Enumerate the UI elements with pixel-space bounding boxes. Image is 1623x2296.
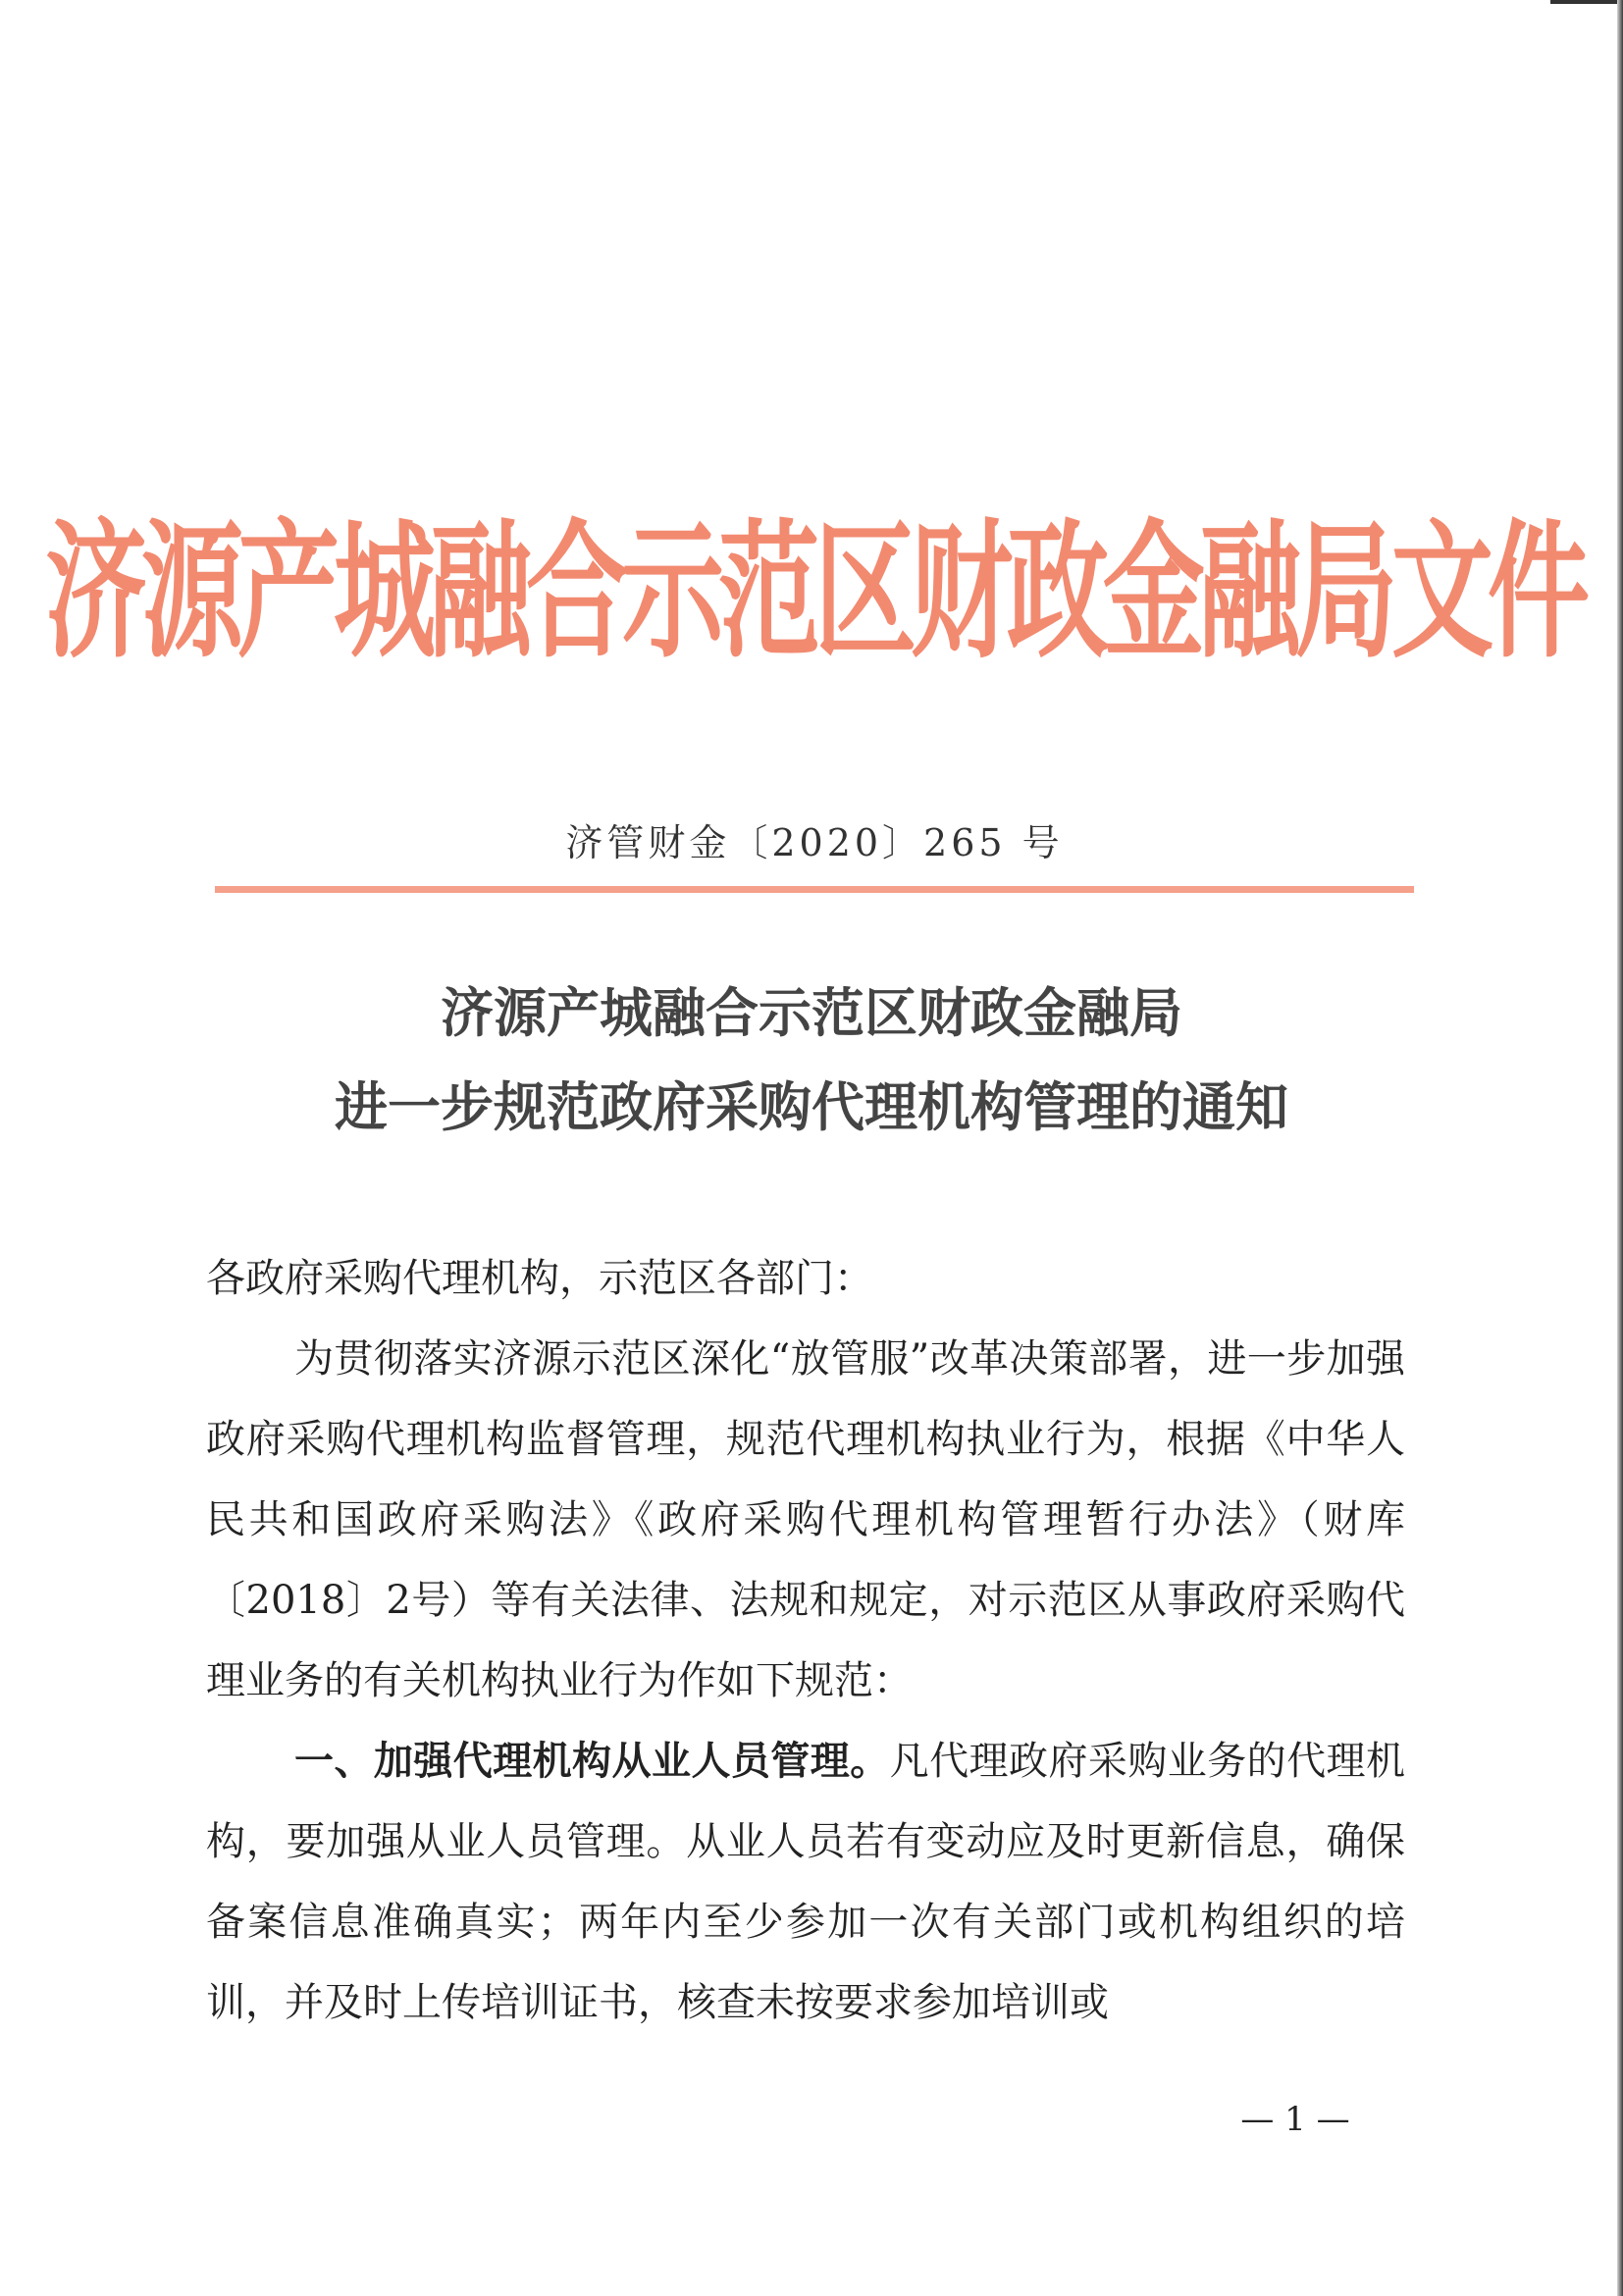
issuer-banner: 济源产城融合示范区财政金融局文件 xyxy=(45,504,1585,679)
paragraph-intro: 为贯彻落实济源示范区深化“放管服”改革决策部署，进一步加强政府采购代理机构监督管理，规范代理机构执业行为，根据《中华人民共和国政府采购法》《政府采购代理机构管理暂行办法》（财库〔2018〕2号）等有关法律、法规和规定，对示范区从事政府采购代理业务的有关机构执业行为作如下规范： xyxy=(206,1336,1405,1703)
scan-edge-top xyxy=(1550,0,1623,4)
paragraph-section-1 xyxy=(206,1721,1405,2043)
red-divider-rule xyxy=(215,886,1414,893)
page-number: — 1 — xyxy=(1240,2100,1350,2139)
document-number: 济管财金〔2020〕265 号 xyxy=(565,820,1064,864)
document-title-line-2: 进一步规范政府采购代理机构管理的通知 xyxy=(335,1075,1288,1138)
salutation: 各政府采购代理机构，示范区各部门： xyxy=(206,1256,873,1301)
document-title-line-1: 济源产城融合示范区财政金融局 xyxy=(441,981,1182,1044)
section-1-text: 凡代理政府采购业务的代理机构，要加强从业人员管理。从业人员若有变动应及时更新信息，确保备案信息准确真实；两年内至少参加一次有关部门或机构组织的培训，并及时上传培训证书，核查未按要求参加培训或 xyxy=(206,1739,1406,2025)
section-1-heading: 一、加强代理机构从业人员管理。 xyxy=(294,1738,890,1784)
scan-edge-right xyxy=(1617,0,1623,2296)
